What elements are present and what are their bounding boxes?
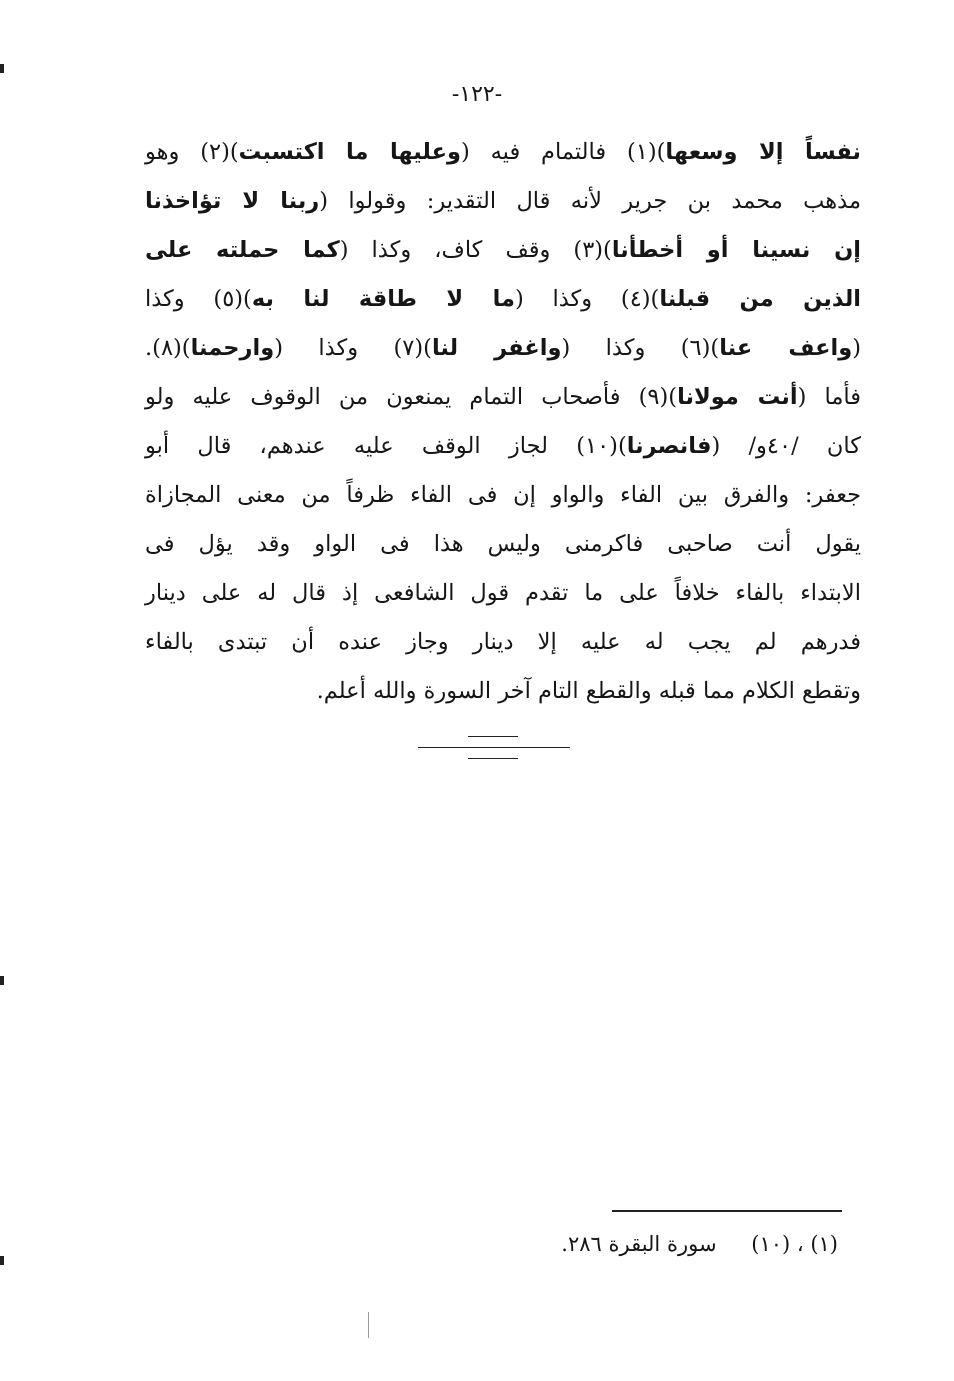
text-segment: )(٣) وقف كاف، وكذا ( xyxy=(339,237,612,263)
text-line xyxy=(145,520,861,569)
text-segment: )(٥) وكذا xyxy=(145,286,252,312)
quranic-quote: أنت مولانا xyxy=(677,384,798,410)
quranic-quote: نفساً إلا وسعها xyxy=(665,139,862,165)
text-segment: وتقطع الكلام مما قبله والقطع التام آخر السورة والله أعلم. xyxy=(316,678,861,704)
page-number: -١٢٢- xyxy=(451,82,503,107)
section-divider xyxy=(418,736,570,766)
text-segment: الابتداء بالفاء خلافاً على ما تقدم قول الشافعى إذ قال له على دينار xyxy=(145,580,861,606)
scan-edge-mark xyxy=(0,976,4,985)
text-segment: )(٨). xyxy=(145,335,191,361)
text-line xyxy=(145,618,861,667)
scan-edge-mark xyxy=(0,64,4,73)
text-line xyxy=(145,275,861,324)
text-segment: )(٢) وهو xyxy=(145,139,239,165)
quranic-quote: الذين من قبلنا xyxy=(659,286,861,312)
text-segment: مذهب محمد بن جرير لأنه قال التقدير: وقولوا ( xyxy=(319,188,861,214)
text-line xyxy=(145,177,861,226)
text-line xyxy=(145,569,861,618)
text-segment: فدرهم لم يجب له عليه إلا دينار وجاز عنده أن تبتدى بالفاء xyxy=(145,629,861,655)
text-segment: جعفر: والفرق بين الفاء والواو إن فى الفاء ظرفاً من معنى المجازاة xyxy=(145,482,861,508)
quranic-quote: وارحمنا xyxy=(190,335,275,361)
text-line xyxy=(145,324,861,373)
text-line xyxy=(145,667,861,716)
footnote xyxy=(440,1232,838,1256)
quranic-quote: واغفر لنا xyxy=(431,335,562,361)
quranic-quote: وعليها ما اكتسبت xyxy=(238,139,461,165)
quranic-quote: ما لا طاقة لنا به xyxy=(251,286,515,312)
text-segment: )(٦) وكذا ( xyxy=(561,335,720,361)
footnote-refs: (١) ، (١٠) xyxy=(751,1232,838,1256)
text-segment: كان /٤٠و/ ( xyxy=(711,433,861,459)
text-segment: فأما ( xyxy=(797,384,861,410)
text-line xyxy=(145,422,861,471)
text-line xyxy=(145,226,861,275)
text-segment: )(١٠) لجاز الوقف عليه عندهم، قال أبو xyxy=(145,433,627,459)
text-segment: )(١) فالتمام فيه ( xyxy=(460,139,666,165)
footnote-separator xyxy=(612,1210,842,1212)
text-line xyxy=(145,128,861,177)
text-line xyxy=(145,373,861,422)
text-line xyxy=(145,471,861,520)
footnote-text: سورة البقرة ٢٨٦. xyxy=(561,1232,717,1256)
body-text xyxy=(145,128,861,716)
quranic-quote: ربنا لا تؤاخذنا xyxy=(145,188,320,214)
scan-stray-mark xyxy=(368,1312,369,1338)
quranic-quote: واعف عنا xyxy=(719,335,853,361)
text-segment: )(٩) فأصحاب التمام يمنعون من الوقوف عليه ولو xyxy=(145,384,678,410)
text-segment: )(٧) وكذا ( xyxy=(274,335,432,361)
text-segment: يقول أنت صاحبى فاكرمنى وليس هذا فى الواو وقد يؤل فى xyxy=(145,531,861,557)
scan-edge-mark xyxy=(0,1256,4,1265)
text-segment: )(٤) وكذا ( xyxy=(514,286,660,312)
quranic-quote: فانصرنا xyxy=(626,433,712,459)
quranic-quote: كما حملته على xyxy=(145,237,340,263)
text-segment: ( xyxy=(852,335,861,361)
quranic-quote: إن نسينا أو أخطأنا xyxy=(611,237,862,263)
